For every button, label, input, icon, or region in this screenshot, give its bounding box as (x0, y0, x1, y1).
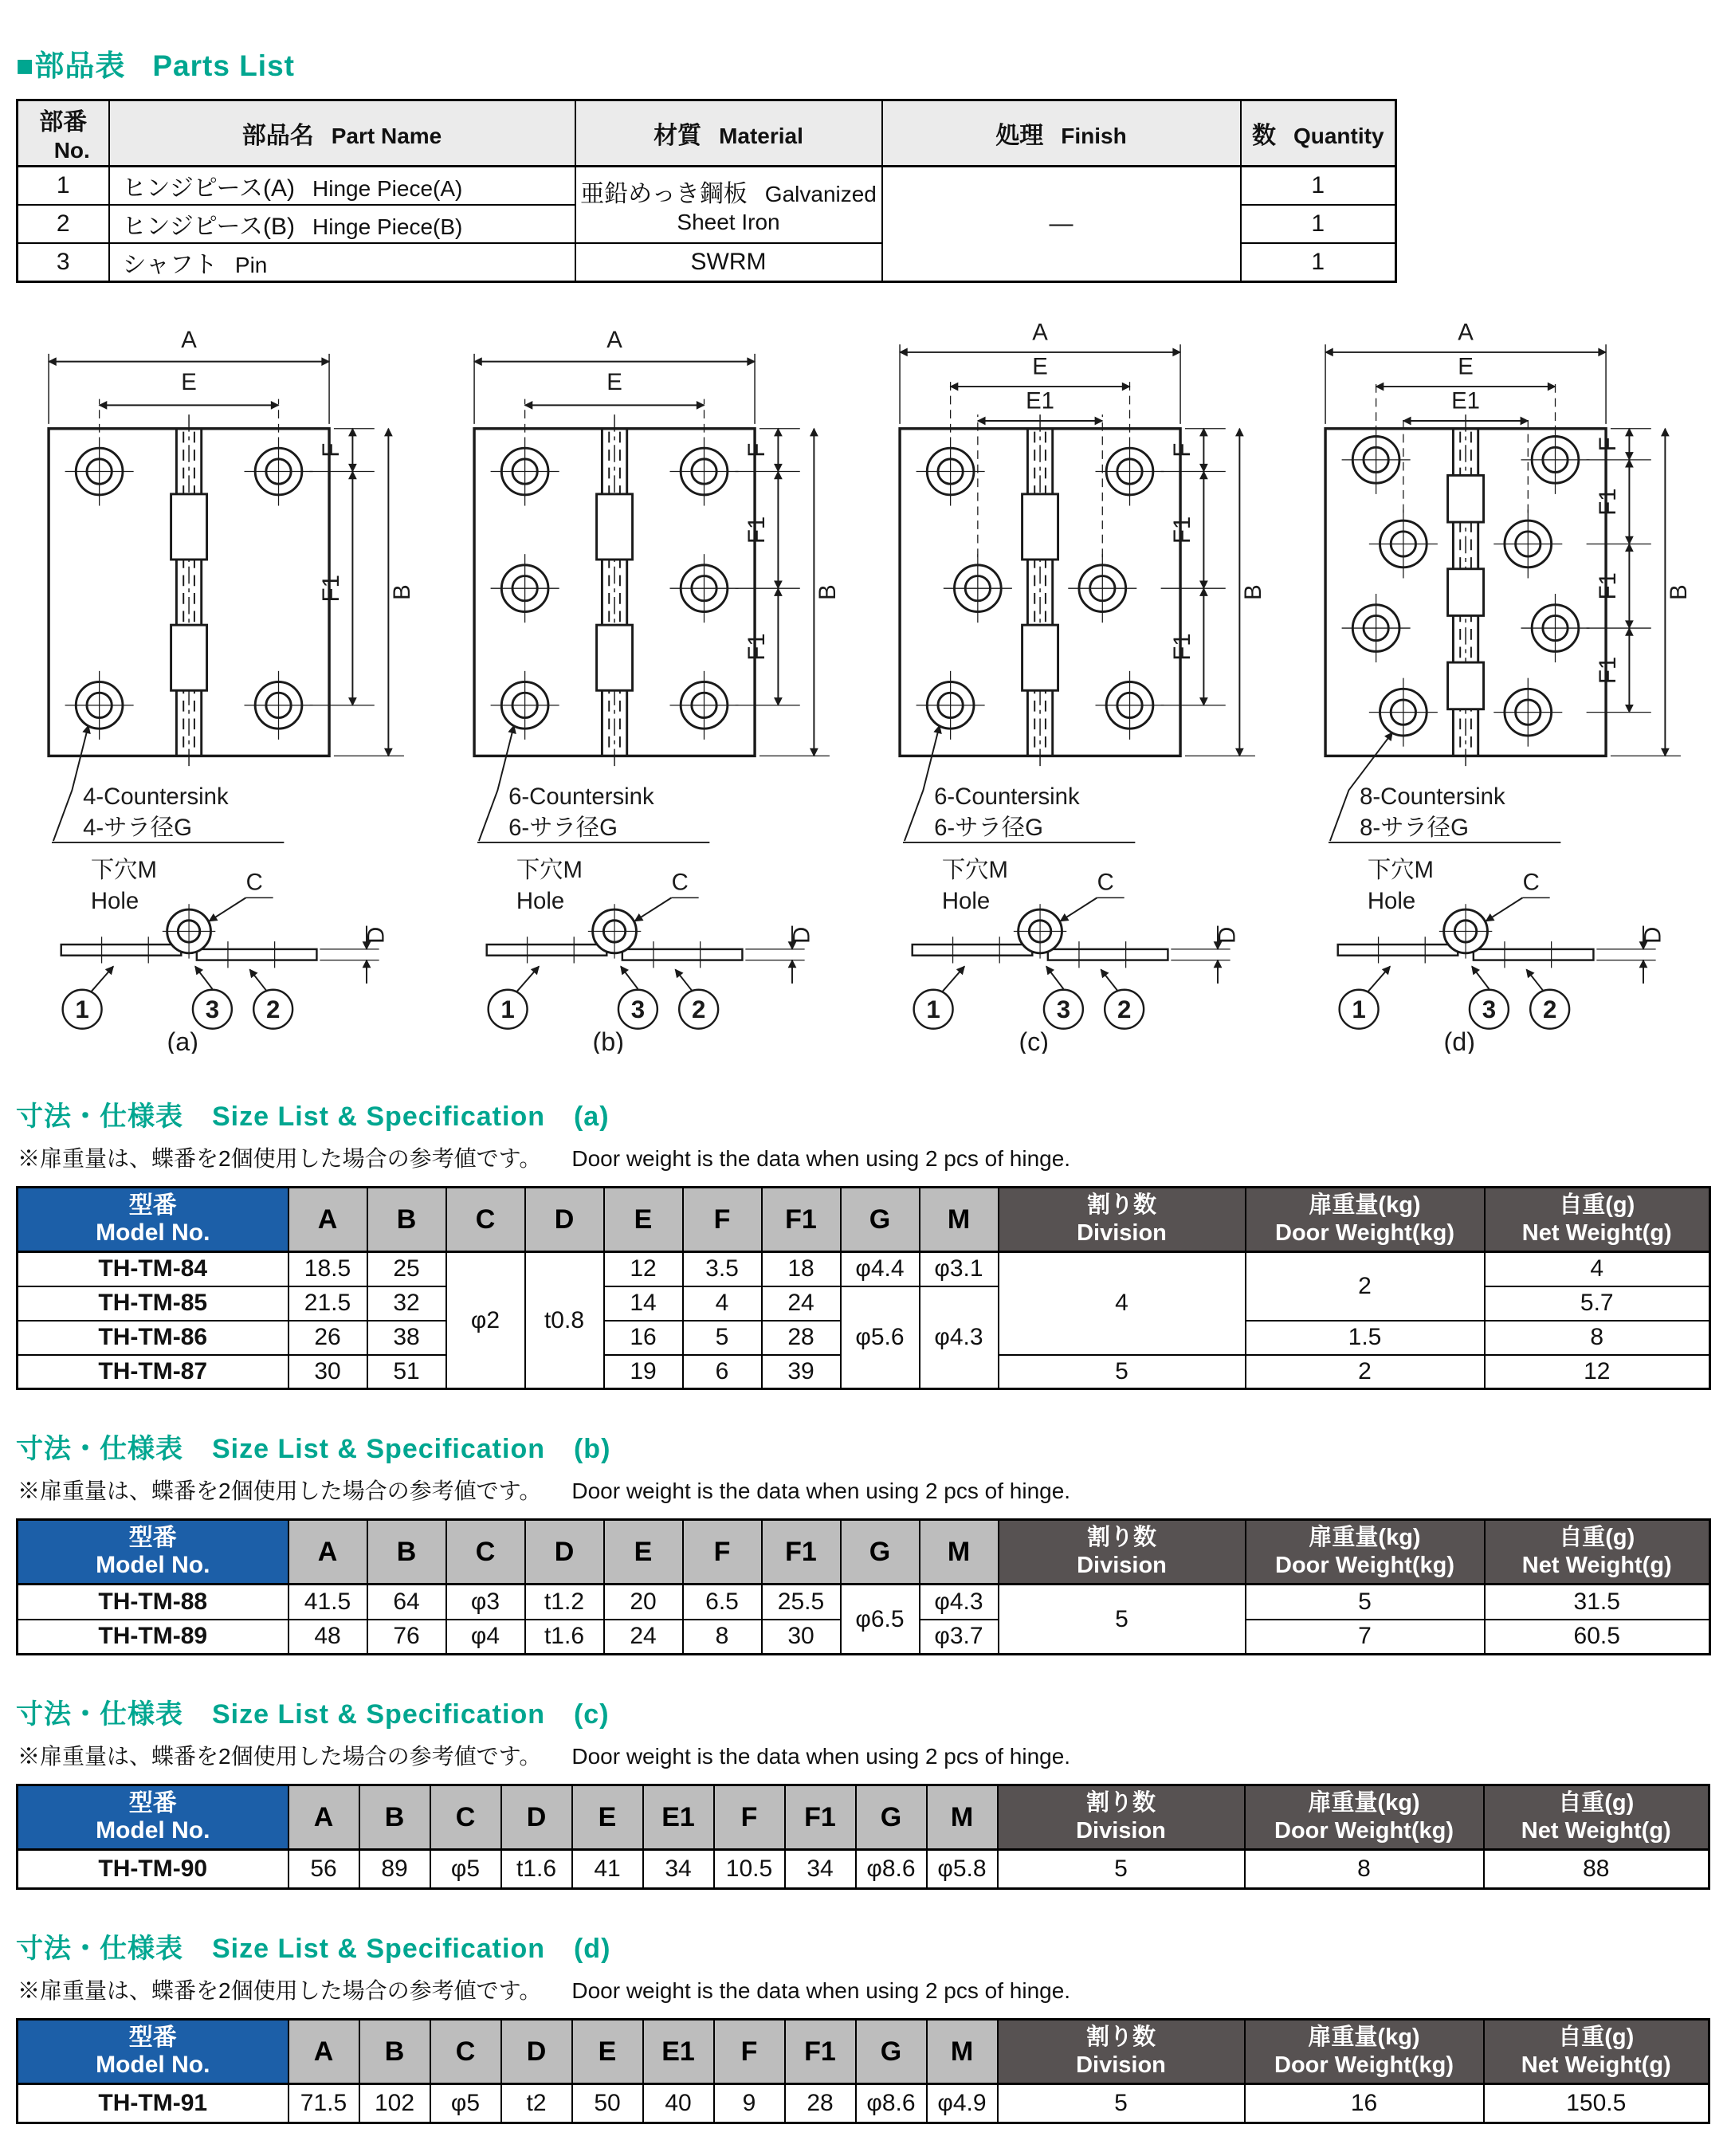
spec-table-cell: t0.8 (525, 1252, 604, 1389)
spec-table-cell: 25.5 (762, 1585, 841, 1620)
spec-table-b (16, 1518, 1711, 1655)
spec-table-cell: φ5.8 (927, 1850, 998, 1889)
spec-table-cell: 48 (288, 1620, 367, 1655)
spec-table-cell: 5 (998, 1850, 1245, 1889)
drawing-label: 8-Countersink (1360, 783, 1505, 811)
spec-table-cell: 14 (604, 1286, 683, 1321)
part-callouts (489, 966, 718, 1028)
drawing-label: 1 (500, 995, 515, 1023)
spec-table-cell: 1.5 (1246, 1321, 1485, 1355)
spec-table-cell: 30 (288, 1355, 367, 1389)
drawing-label: 4-Countersink (83, 783, 229, 811)
spec-table-cell: TH-TM-90 (18, 1850, 288, 1889)
spec-table-cell: φ3.7 (920, 1620, 999, 1655)
spec-table-row (18, 2084, 1709, 2123)
drawing-label: Hole (941, 888, 991, 915)
spec-table-cell: 8 (1245, 1850, 1484, 1889)
drawing-label: 3 (205, 995, 220, 1023)
section-heading: 寸法・仕様表 Size List & Specification (c) (16, 1699, 610, 1730)
drawing-label: 6-サラ径G (934, 815, 1043, 842)
spec-table-cell: φ6.5 (841, 1585, 920, 1655)
right-header: 自重(g) Net Weight(g) (1485, 1520, 1710, 1585)
dim-header-F1: F1 (762, 1520, 841, 1585)
parts-table-cell: 1 (18, 167, 109, 206)
spec-table-row (18, 1252, 1710, 1286)
drawing-label: F1 (317, 575, 344, 603)
model-no-header: 型番 Model No. (18, 2020, 288, 2084)
spec-table-cell: t1.2 (525, 1585, 604, 1620)
part-callouts (63, 966, 292, 1028)
spec-table-cell: 7 (1246, 1620, 1485, 1655)
part-callouts (1340, 966, 1569, 1028)
dim-header-M: M (920, 1188, 999, 1252)
dim-header-F: F (683, 1188, 762, 1252)
spec-table-cell: 12 (604, 1252, 683, 1286)
spec-table-cell: 8 (683, 1620, 762, 1655)
dim-header-G: G (856, 1785, 927, 1850)
drawing-label: B (1239, 584, 1266, 600)
section-note: ※扉重量は、蝶番を2個使用した場合の参考値です。 Door weight is the data when using 2 pcs of hinge. (18, 1744, 1071, 1769)
spec-table-cell: 34 (785, 1850, 856, 1889)
hinge-drawing-b (442, 312, 862, 1054)
drawing-label: E (1458, 353, 1474, 380)
dim-header-D: D (525, 1188, 604, 1252)
spec-table-cell: 32 (367, 1286, 446, 1321)
spec-table-cell: 56 (288, 1850, 359, 1889)
parts-table-cell: 1 (1241, 167, 1396, 206)
section-note: ※扉重量は、蝶番を2個使用した場合の参考値です。 Door weight is the data when using 2 pcs of hinge. (18, 1479, 1071, 1503)
parts-table-cell: — (882, 167, 1241, 282)
spec-table-cell: φ4.9 (927, 2084, 998, 2123)
spec-table-cell: 5 (999, 1585, 1246, 1655)
drawing-label: 下穴M (941, 856, 1008, 883)
spec-table-cell: 76 (367, 1620, 446, 1655)
spec-table-cell: 31.5 (1485, 1585, 1710, 1620)
drawing-label: (c) (1019, 1027, 1050, 1054)
spec-table-cell: 39 (762, 1355, 841, 1389)
right-header: 扉重量(kg) Door Weight(kg) (1245, 1785, 1484, 1850)
drawing-label: 2 (265, 995, 281, 1023)
dim-header-M: M (927, 1785, 998, 1850)
spec-table-cell: φ4.4 (841, 1252, 920, 1286)
drawing-label: 1 (926, 995, 940, 1023)
drawing-label: B (814, 584, 841, 600)
drawing-label: C (245, 869, 263, 896)
drawing-label: 6-Countersink (934, 783, 1080, 811)
dim-header-E: E (604, 1188, 683, 1252)
spec-table-cell: 16 (1245, 2084, 1484, 2123)
page-title (16, 41, 1713, 84)
drawing-a (16, 312, 437, 1058)
section-heading: 寸法・仕様表 Size List & Specification (d) (16, 1934, 611, 1964)
spec-table-cell: 88 (1484, 1850, 1709, 1889)
spec-section-d (16, 1926, 1713, 2124)
spec-table-cell: 5 (683, 1321, 762, 1355)
hinge-drawing-a (16, 312, 437, 1054)
spec-table-cell: 4 (999, 1252, 1246, 1355)
page-title-ja: ■部品表 (16, 49, 126, 82)
spec-table-cell: TH-TM-88 (18, 1585, 288, 1620)
spec-table-cell: 10.5 (714, 1850, 785, 1889)
spec-table-cell: 71.5 (288, 2084, 359, 2123)
drawing-label: F (1594, 437, 1621, 452)
parts-list-table-container (16, 99, 1713, 283)
spec-table-cell: 64 (367, 1585, 446, 1620)
spec-section-b (16, 1427, 1713, 1655)
parts-column-header: 材質 Material (575, 100, 882, 167)
hinge-drawings-row (16, 312, 1713, 1058)
drawing-d (1293, 312, 1713, 1058)
dim-header-D: D (501, 2020, 572, 2084)
spec-table-cell: 20 (604, 1585, 683, 1620)
dim-header-F: F (683, 1520, 762, 1585)
section-heading: 寸法・仕様表 Size List & Specification (b) (16, 1434, 611, 1464)
drawing-label: 下穴M (516, 856, 583, 883)
drawing-label: A (1032, 319, 1048, 346)
spec-table-cell: 102 (359, 2084, 430, 2123)
drawing-label: F1 (1594, 488, 1621, 516)
dim-header-F: F (714, 2020, 785, 2084)
hinge-side-view (913, 870, 1241, 984)
spec-table-cell: 28 (785, 2084, 856, 2123)
dim-header-B: B (359, 1785, 430, 1850)
drawing-label: C (671, 869, 689, 896)
dim-header-B: B (367, 1188, 446, 1252)
spec-table-cell: 26 (288, 1321, 367, 1355)
part-callouts (914, 966, 1144, 1028)
right-header: 自重(g) Net Weight(g) (1484, 2020, 1709, 2084)
drawing-label: 下穴M (1367, 856, 1434, 883)
spec-table-cell: φ2 (446, 1252, 525, 1389)
dim-header-F1: F1 (785, 1785, 856, 1850)
drawing-label: F (743, 442, 770, 458)
dim-header-C: C (446, 1188, 525, 1252)
spec-table-row (18, 1585, 1710, 1620)
dim-header-F1: F1 (762, 1188, 841, 1252)
spec-table-cell: 16 (604, 1321, 683, 1355)
spec-table-cell: 51 (367, 1355, 446, 1389)
hinge-front-view (1325, 319, 1692, 770)
spec-table-cell: 5 (999, 1355, 1246, 1389)
drawing-label: F1 (1168, 516, 1195, 544)
right-header: 自重(g) Net Weight(g) (1485, 1188, 1710, 1252)
hinge-front-view (900, 319, 1266, 770)
parts-column-header: 数 Quantity (1241, 100, 1396, 167)
drawing-label: Hole (90, 888, 139, 915)
hinge-front-view (474, 327, 841, 770)
spec-table-cell: 28 (762, 1321, 841, 1355)
spec-table-cell: 18.5 (288, 1252, 367, 1286)
spec-table-cell: 24 (762, 1286, 841, 1321)
spec-table-a (16, 1186, 1711, 1390)
dim-header-E1: E1 (643, 2020, 714, 2084)
spec-table-cell: TH-TM-87 (18, 1355, 288, 1389)
drawing-label: 3 (630, 995, 646, 1023)
spec-table-d (16, 2018, 1710, 2124)
spec-table-cell: 6 (683, 1355, 762, 1389)
drawing-c (867, 312, 1288, 1058)
spec-table-cell: φ3 (446, 1585, 525, 1620)
spec-table-cell: 34 (643, 1850, 714, 1889)
drawing-label: F1 (1168, 633, 1195, 661)
spec-table-cell: 50 (572, 2084, 643, 2123)
dim-header-E: E (572, 2020, 643, 2084)
drawing-label: Hole (516, 888, 565, 915)
right-header: 割り数 Division (998, 1785, 1245, 1850)
spec-table-cell: φ5 (430, 2084, 501, 2123)
drawing-label: 2 (1542, 995, 1557, 1023)
parts-column-header: 処理 Finish (882, 100, 1241, 167)
hinge-drawing-c (867, 312, 1288, 1054)
dim-header-A: A (288, 1785, 359, 1850)
spec-table-cell: 4 (683, 1286, 762, 1321)
spec-table-cell: 12 (1485, 1355, 1710, 1389)
drawing-label: A (606, 327, 622, 354)
spec-table-cell: φ8.6 (856, 1850, 927, 1889)
spec-table-cell: TH-TM-86 (18, 1321, 288, 1355)
spec-section-c (16, 1692, 1713, 1890)
model-no-header: 型番 Model No. (18, 1520, 288, 1585)
drawing-label: D (788, 926, 815, 944)
spec-table-cell: φ4.3 (920, 1286, 999, 1389)
dim-header-E: E (572, 1785, 643, 1850)
drawing-b (442, 312, 862, 1058)
drawing-label: F1 (1594, 572, 1621, 600)
drawing-label: 下穴M (90, 856, 157, 883)
drawing-label: F1 (743, 633, 770, 661)
drawing-label: A (181, 327, 197, 354)
model-no-header: 型番 Model No. (18, 1785, 288, 1850)
drawing-label: E (606, 368, 622, 395)
spec-table-cell: t1.6 (525, 1620, 604, 1655)
parts-table-cell: 3 (18, 243, 109, 282)
spec-table-cell: 8 (1485, 1321, 1710, 1355)
dim-header-F: F (714, 1785, 785, 1850)
parts-table-cell: ヒンジピース(A) Hinge Piece(A) (109, 167, 575, 206)
dim-header-F1: F1 (785, 2020, 856, 2084)
parts-list-table (16, 99, 1397, 283)
drawing-label: 8-サラ径G (1360, 815, 1469, 842)
spec-table-cell: 2 (1246, 1355, 1485, 1389)
right-header: 扉重量(kg) Door Weight(kg) (1245, 2020, 1484, 2084)
parts-column-header: 部品名 Part Name (109, 100, 575, 167)
drawing-label: D (1214, 926, 1241, 944)
hinge-front-view (49, 327, 415, 770)
page-title-en: Parts List (152, 49, 295, 82)
hinge-drawing-d (1293, 312, 1713, 1054)
parts-table-cell: ヒンジピース(B) Hinge Piece(B) (109, 205, 575, 243)
spec-table-cell: 5.7 (1485, 1286, 1710, 1321)
drawing-label: B (388, 584, 415, 600)
spec-table-c (16, 1784, 1710, 1890)
drawing-label: 4-サラ径G (83, 815, 192, 842)
dim-header-E1: E1 (643, 1785, 714, 1850)
drawing-label: 2 (691, 995, 706, 1023)
parts-table-cell: シャフト Pin (109, 243, 575, 282)
spec-table-cell: TH-TM-84 (18, 1252, 288, 1286)
spec-table-cell: TH-TM-91 (18, 2084, 288, 2123)
drawing-label: D (363, 926, 390, 944)
spec-table-cell: 41 (572, 1850, 643, 1889)
right-header: 割り数 Division (999, 1188, 1246, 1252)
section-note: ※扉重量は、蝶番を2個使用した場合の参考値です。 Door weight is the data when using 2 pcs of hinge. (18, 1978, 1071, 2003)
spec-table-cell: TH-TM-89 (18, 1620, 288, 1655)
hinge-side-view (1338, 870, 1666, 984)
right-header: 割り数 Division (999, 1520, 1246, 1585)
spec-table-cell: 40 (643, 2084, 714, 2123)
spec-table-cell: 150.5 (1484, 2084, 1709, 2123)
spec-table-cell: φ4 (446, 1620, 525, 1655)
spec-table-cell: 19 (604, 1355, 683, 1389)
hinge-side-view (487, 870, 815, 984)
dim-header-A: A (288, 1520, 367, 1585)
spec-table-cell: φ5 (430, 1850, 501, 1889)
drawing-label: 6-サラ径G (508, 815, 618, 842)
dim-header-A: A (288, 2020, 359, 2084)
spec-table-cell: φ4.3 (920, 1585, 999, 1620)
spec-table-cell: 25 (367, 1252, 446, 1286)
spec-table-cell: φ8.6 (856, 2084, 927, 2123)
spec-table-cell: 38 (367, 1321, 446, 1355)
dim-header-C: C (446, 1520, 525, 1585)
spec-table-cell: φ5.6 (841, 1286, 920, 1389)
drawing-label: F1 (743, 516, 770, 544)
dim-header-M: M (927, 2020, 998, 2084)
right-header: 扉重量(kg) Door Weight(kg) (1246, 1520, 1485, 1585)
dim-header-B: B (359, 2020, 430, 2084)
dim-header-D: D (501, 1785, 572, 1850)
spec-table-cell: 9 (714, 2084, 785, 2123)
parts-table-cell: 亜鉛めっき鋼板 Galvanized Sheet Iron (575, 167, 882, 244)
drawing-label: E (181, 368, 197, 395)
drawing-label: C (1522, 869, 1540, 896)
spec-table-cell: 2 (1246, 1252, 1485, 1321)
right-header: 割り数 Division (998, 2020, 1245, 2084)
dim-header-B: B (367, 1520, 446, 1585)
drawing-label: F (1168, 442, 1195, 458)
drawing-label: 1 (75, 995, 89, 1023)
spec-table-cell: 3.5 (683, 1252, 762, 1286)
parts-column-header: 部番No. (18, 100, 109, 167)
spec-table-cell: φ3.1 (920, 1252, 999, 1286)
dim-header-G: G (856, 2020, 927, 2084)
spec-table-cell: t1.6 (501, 1850, 572, 1889)
right-header: 自重(g) Net Weight(g) (1484, 1785, 1709, 1850)
right-header: 扉重量(kg) Door Weight(kg) (1246, 1188, 1485, 1252)
drawing-label: 3 (1056, 995, 1071, 1023)
drawing-label: F (317, 442, 344, 458)
drawing-label: F1 (1594, 656, 1621, 684)
drawing-label: E1 (1026, 387, 1055, 414)
drawing-label: D (1639, 926, 1666, 944)
spec-table-cell: 18 (762, 1252, 841, 1286)
parts-table-cell: SWRM (575, 243, 882, 282)
dim-header-C: C (430, 1785, 501, 1850)
drawing-label: Hole (1367, 888, 1416, 915)
dim-header-C: C (430, 2020, 501, 2084)
spec-table-cell: t2 (501, 2084, 572, 2123)
drawing-label: 1 (1352, 995, 1366, 1023)
dim-header-D: D (525, 1520, 604, 1585)
drawing-label: A (1458, 319, 1474, 346)
drawing-label: (a) (167, 1027, 198, 1054)
parts-table-cell: 1 (1241, 205, 1396, 243)
spec-table-cell: 4 (1485, 1252, 1710, 1286)
spec-table-cell: TH-TM-85 (18, 1286, 288, 1321)
spec-section-a (16, 1094, 1713, 1390)
drawing-label: 6-Countersink (508, 783, 654, 811)
spec-table-cell: 41.5 (288, 1585, 367, 1620)
drawing-label: (b) (592, 1027, 624, 1054)
hinge-side-view (61, 870, 390, 984)
section-heading: 寸法・仕様表 Size List & Specification (a) (16, 1102, 610, 1132)
dim-header-E: E (604, 1520, 683, 1585)
drawing-label: 2 (1117, 995, 1132, 1023)
spec-table-cell: 5 (1246, 1585, 1485, 1620)
drawing-label: E (1032, 353, 1048, 380)
dim-header-A: A (288, 1188, 367, 1252)
parts-table-cell: 2 (18, 205, 109, 243)
spec-table-cell: 6.5 (683, 1585, 762, 1620)
dim-header-G: G (841, 1520, 920, 1585)
model-no-header: 型番 Model No. (18, 1188, 288, 1252)
spec-table-row (18, 1850, 1709, 1889)
drawing-label: E1 (1451, 387, 1481, 414)
dim-header-M: M (920, 1520, 999, 1585)
spec-table-cell: 30 (762, 1620, 841, 1655)
spec-sections (16, 1094, 1713, 2124)
drawing-label: 3 (1482, 995, 1497, 1023)
parts-table-row (18, 167, 1396, 206)
parts-table-cell: 1 (1241, 243, 1396, 282)
drawing-label: B (1665, 584, 1692, 600)
drawing-label: C (1097, 869, 1114, 896)
section-note: ※扉重量は、蝶番を2個使用した場合の参考値です。 Door weight is the data when using 2 pcs of hinge. (18, 1146, 1071, 1171)
spec-table-cell: 60.5 (1485, 1620, 1710, 1655)
spec-table-cell: 5 (998, 2084, 1245, 2123)
drawing-label: (d) (1443, 1027, 1475, 1054)
spec-table-cell: 89 (359, 1850, 430, 1889)
spec-table-cell: 24 (604, 1620, 683, 1655)
dim-header-G: G (841, 1188, 920, 1252)
spec-table-cell: 21.5 (288, 1286, 367, 1321)
